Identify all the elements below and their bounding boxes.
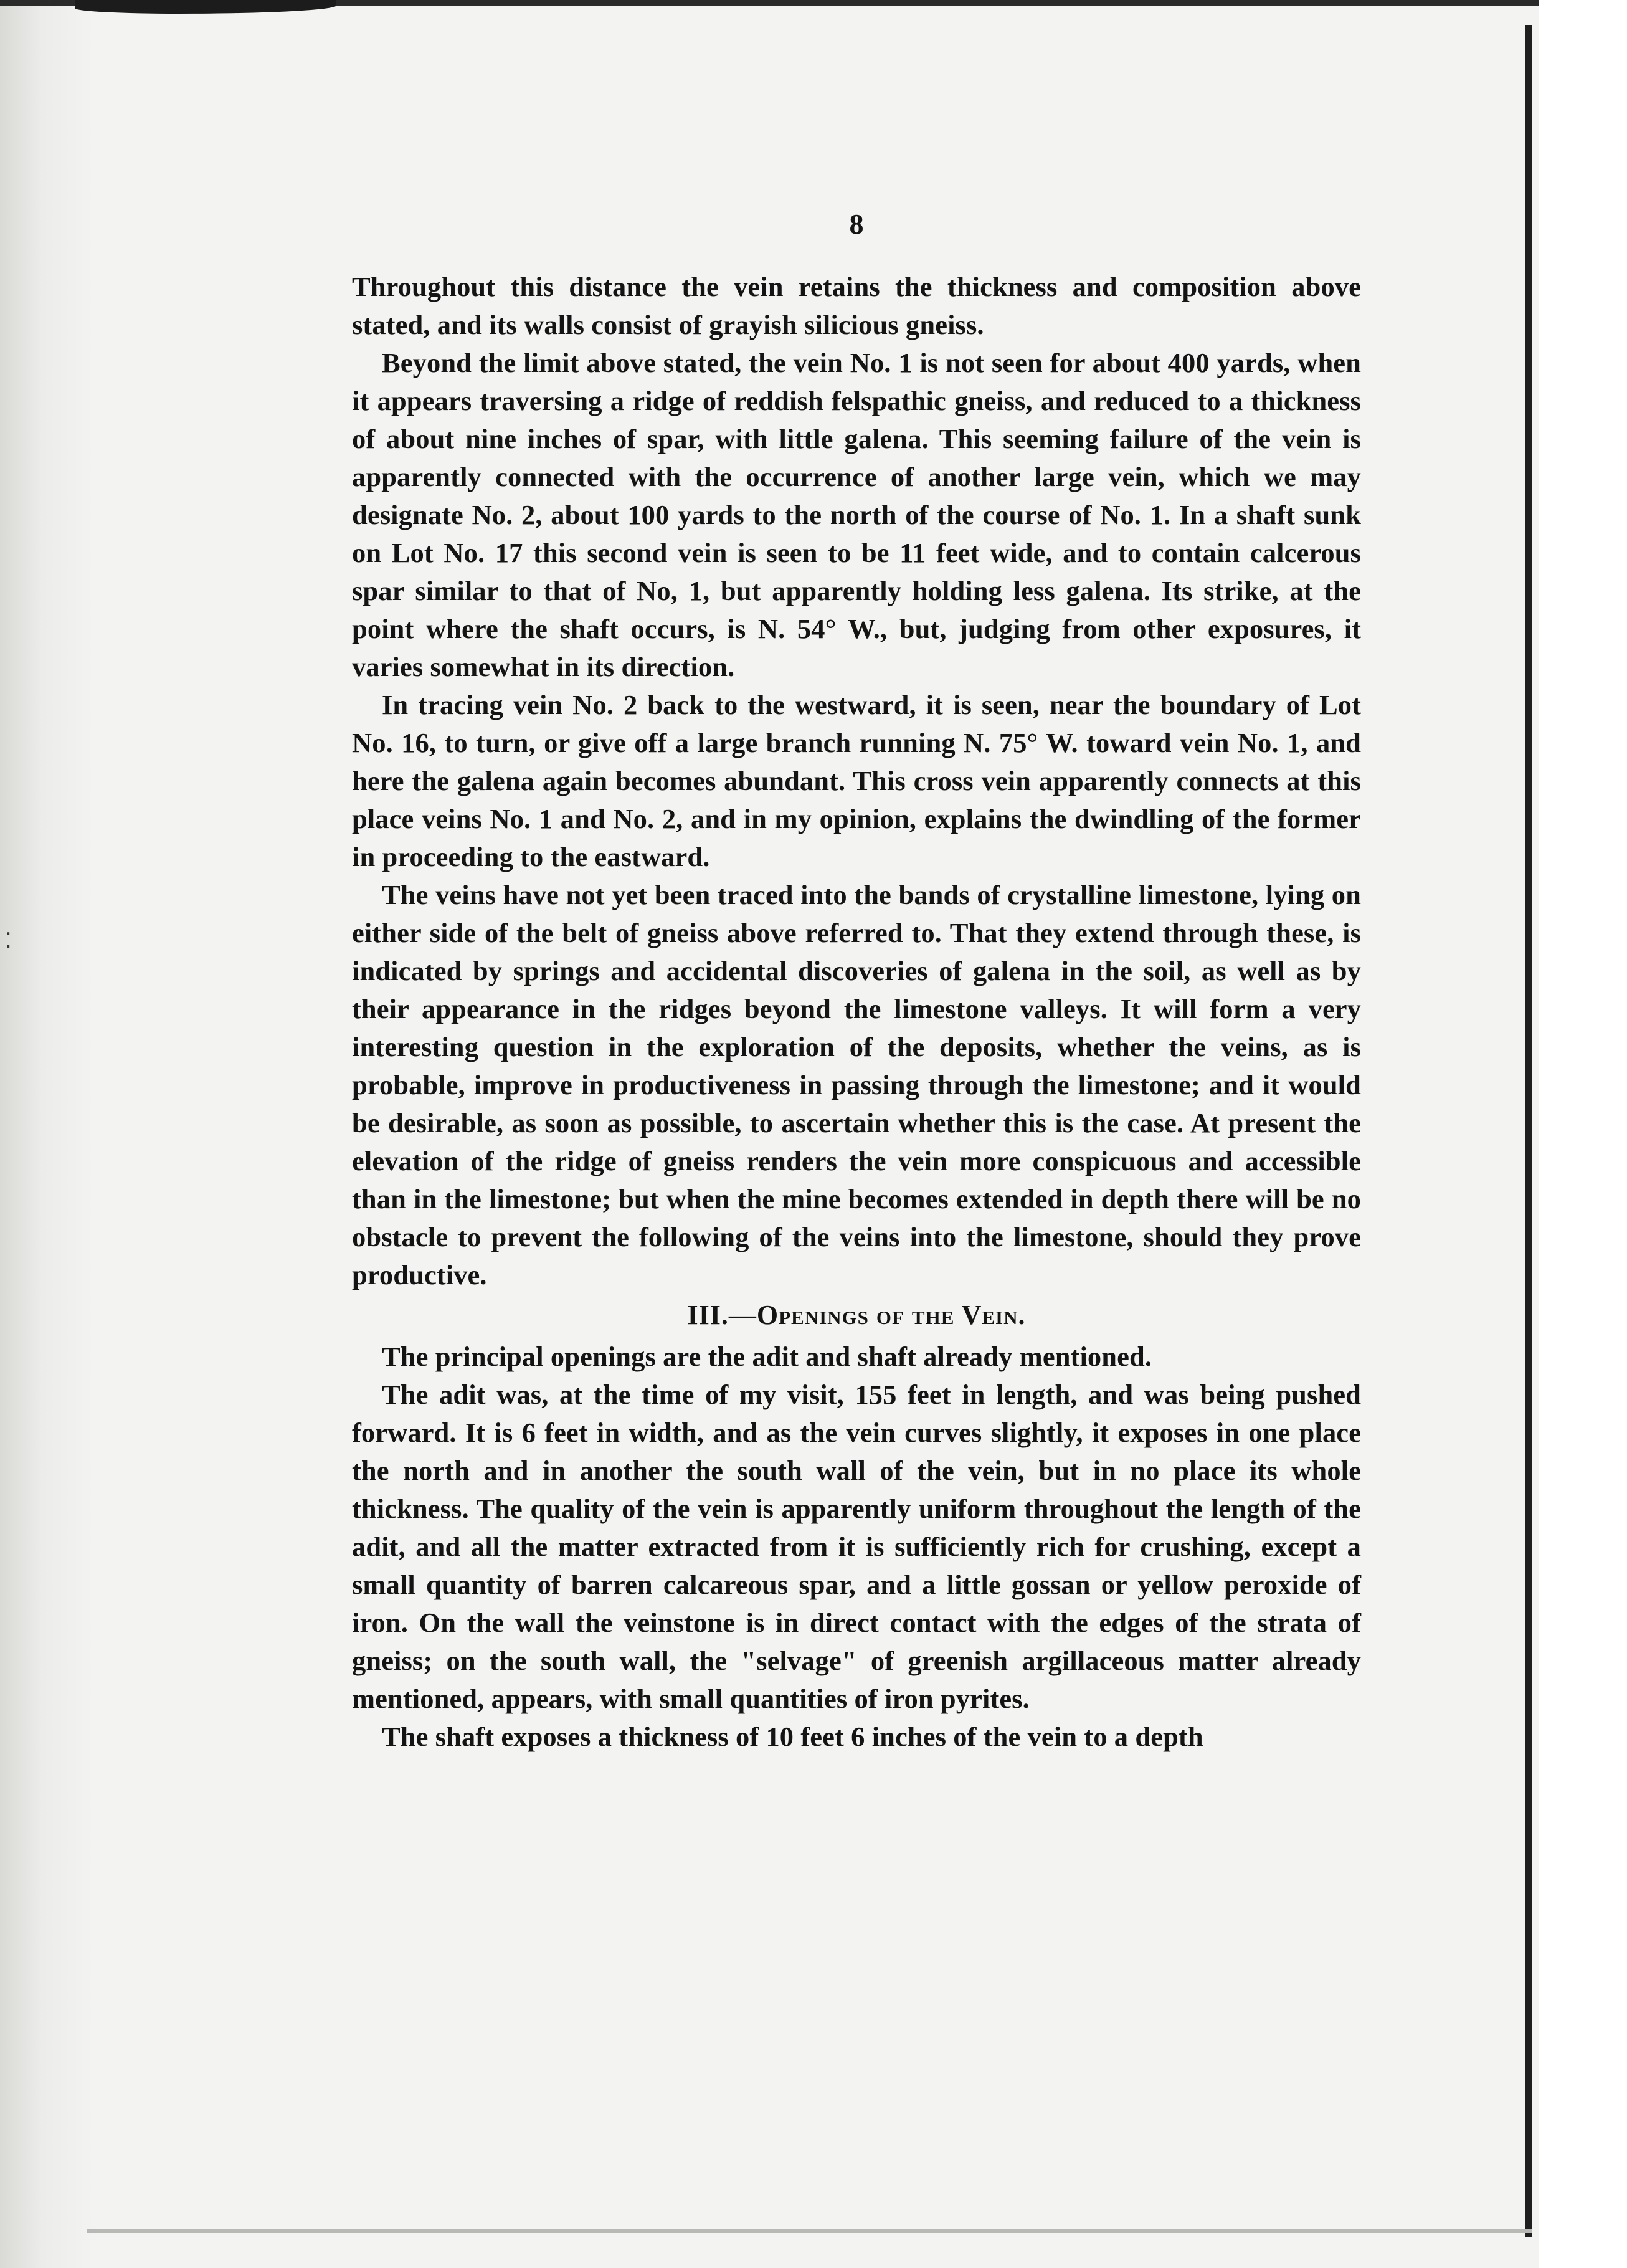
page-bottom-edge bbox=[87, 2229, 1532, 2233]
paragraph: The adit was, at the time of my visit, 155 feet in length, and was being pushed forward. It is 6 feet in width, and as the vein curves slightly, it exposes in one place the north and in another the south wall of the vein, but in no place its whole thickness. The quality of the vein is apparently uniform throughout the length of the adit, and all the matter extracted from it is sufficiently rich for crushing, except a small quantity of barren calcareous spar, and a little gossan or yellow peroxide of iron. On the wall the veinstone is in direct contact with the edges of the strata of gneiss; on the south wall, the "selvage" of greenish argillaceous matter already mentioned, appears, with small quantities of iron pyrites. bbox=[352, 1379, 1361, 1714]
page-left-edge-shadow bbox=[0, 0, 93, 2268]
section-heading: III.—Openings of the Vein. bbox=[687, 1300, 1026, 1330]
page-number: 8 bbox=[849, 208, 864, 240]
binding-edge-rule bbox=[1525, 25, 1532, 2237]
scan-edge-mark: ⁚ bbox=[5, 928, 12, 953]
paragraph: Beyond the limit above stated, the vein No. 1 is not seen for about 400 yards, when it appears traversing a ridge of reddish felspathic gneiss, and reduced to a thickness of about nine inches of spar, with little galena. This seeming failure of the vein is apparently connected with the occurrence of another large vein, which we may designate No. 2, about 100 yards to the north of the course of No. 1. In a shaft sunk on Lot No. 17 this second vein is seen to be 11 feet wide, and to contain calcerous spar similar to that of No, 1, but apparently holding less galena. Its strike, at the point where the shaft occurs, is N. 54° W., but, judging from other exposures, it varies somewhat in its direction. bbox=[352, 347, 1361, 682]
paragraph: The shaft exposes a thickness of 10 feet 6 inches of the vein to a depth bbox=[382, 1721, 1203, 1752]
paragraph: Throughout this distance the vein retains the thickness and composition above stated, and its walls consist of grayish silicious gneiss. bbox=[352, 271, 1361, 340]
ink-smudge bbox=[75, 0, 336, 14]
paragraph: In tracing vein No. 2 back to the westward, it is seen, near the boundary of Lot No. 16, to turn, or give off a large branch running N. 75° W. toward vein No. 1, and here the galena again becomes abundant. This cross vein apparently connects at this place veins No. 1 and No. 2, and in my opinion, explains the dwindling of the former in proceeding to the eastward. bbox=[352, 689, 1361, 872]
page-right-margin bbox=[1539, 0, 1627, 2268]
paragraph: The veins have not yet been traced into the bands of crystalline limestone, lying on either side of the belt of gneiss above referred to. That they extend through these, is indicated by springs and accidental discoveries of galena in the soil, as well as by their appearance in the ridges beyond the limestone valleys. It will form a very interesting question in the exploration of the deposits, whether the veins, as is probable, improve in productiveness in passing through the limestone; and it would be desirable, as soon as possible, to ascertain whether this is the case. At present the elevation of the ridge of gneiss renders the vein more conspicuous and accessible than in the limestone; but when the mine becomes extended in depth there will be no obstacle to prevent the following of the veins into the limestone, should they prove productive. bbox=[352, 879, 1361, 1290]
paragraph: The principal openings are the adit and shaft already mentioned. bbox=[382, 1341, 1152, 1372]
page-body bbox=[352, 202, 1361, 1756]
